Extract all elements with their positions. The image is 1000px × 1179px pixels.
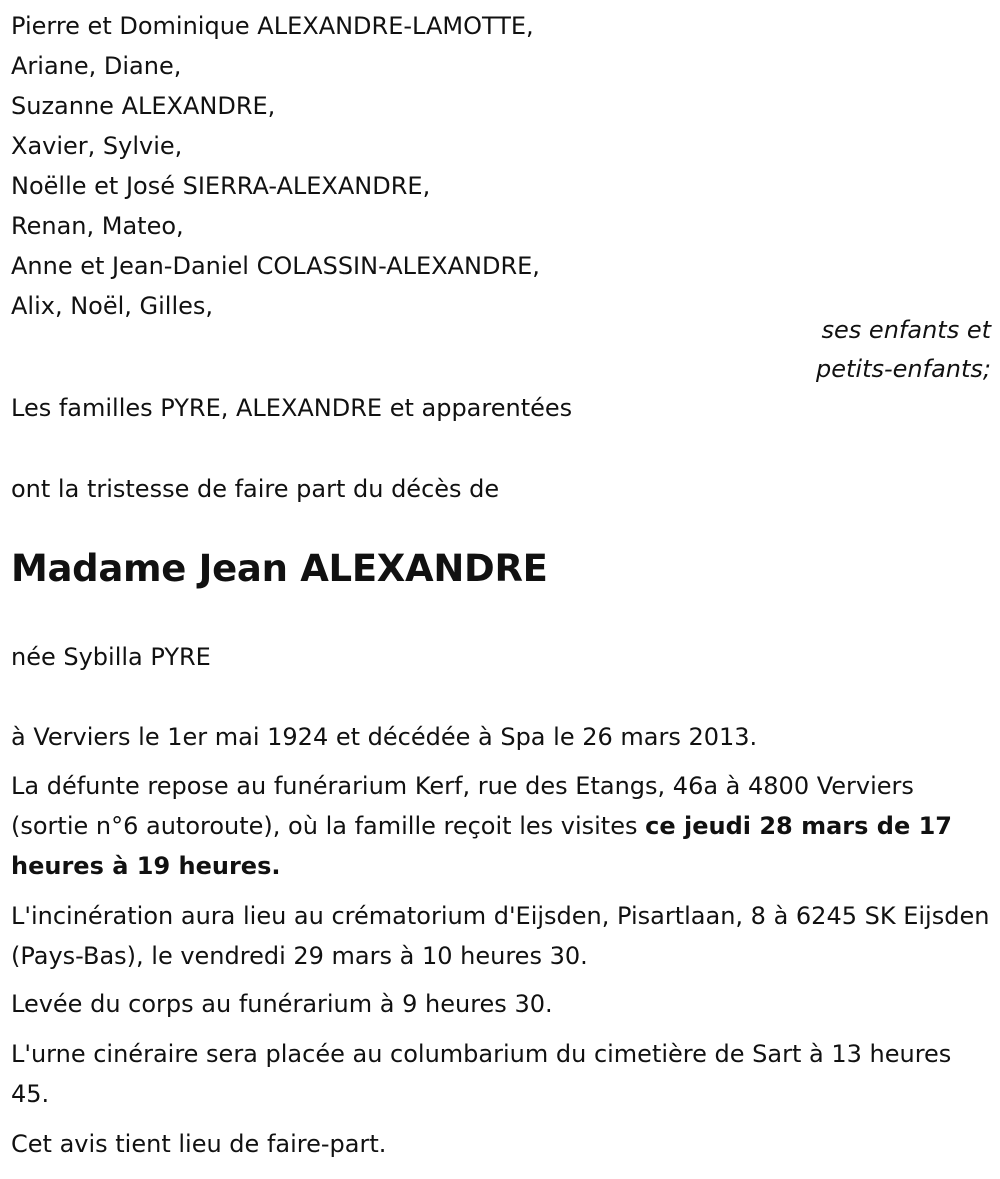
maiden-name: née Sybilla PYRE — [11, 643, 211, 671]
announcement-intro: ont la tristesse de faire part du décès de — [11, 475, 500, 503]
family-line: Noëlle et José SIERRA-ALEXANDRE, — [11, 172, 431, 200]
urn-paragraph: L'urne cinéraire sera placée au columbarium du cimetière de Sart à 13 heures 45. — [11, 1040, 952, 1108]
relation-label — [816, 311, 991, 389]
birth-death-dates: à Verviers le 1er mai 1924 et décédée à Spa le 26 mars 2013. — [11, 723, 758, 751]
family-line: Ariane, Diane, — [11, 52, 182, 80]
visitation-paragraph — [11, 766, 991, 886]
family-line: Renan, Mateo, — [11, 212, 184, 240]
visitation-time: ce jeudi 28 mars de 17 heures à 19 heures. — [11, 812, 952, 880]
family-line: Pierre et Dominique ALEXANDRE-LAMOTTE, — [11, 12, 534, 40]
visitation-text: La défunte repose au funérarium Kerf, rue des Etangs, 46a à 4800 Verviers (sortie n°6 autoroute), où la famille reçoit les visites — [11, 772, 914, 840]
relation-line-1: ses enfants et — [821, 316, 991, 344]
family-line: Anne et Jean-Daniel COLASSIN-ALEXANDRE, — [11, 252, 540, 280]
family-line: Xavier, Sylvie, — [11, 132, 183, 160]
relation-line-2: petits-enfants; — [816, 355, 991, 383]
family-line: Alix, Noël, Gilles, — [11, 292, 214, 320]
family-list — [11, 6, 540, 326]
extended-families: Les familles PYRE, ALEXANDRE et apparentées — [11, 394, 573, 422]
family-line: Suzanne ALEXANDRE, — [11, 92, 276, 120]
deceased-name: Madame Jean ALEXANDRE — [11, 547, 548, 590]
cremation-paragraph: L'incinération aura lieu au crématorium d'Eijsden, Pisartlaan, 8 à 6245 SK Eijsden (Pays-Bas), le vendredi 29 mars à 10 heures 30. — [11, 902, 990, 970]
notice-paragraph: Cet avis tient lieu de faire-part. — [11, 1130, 387, 1158]
levee-paragraph: Levée du corps au funérarium à 9 heures 30. — [11, 990, 553, 1018]
